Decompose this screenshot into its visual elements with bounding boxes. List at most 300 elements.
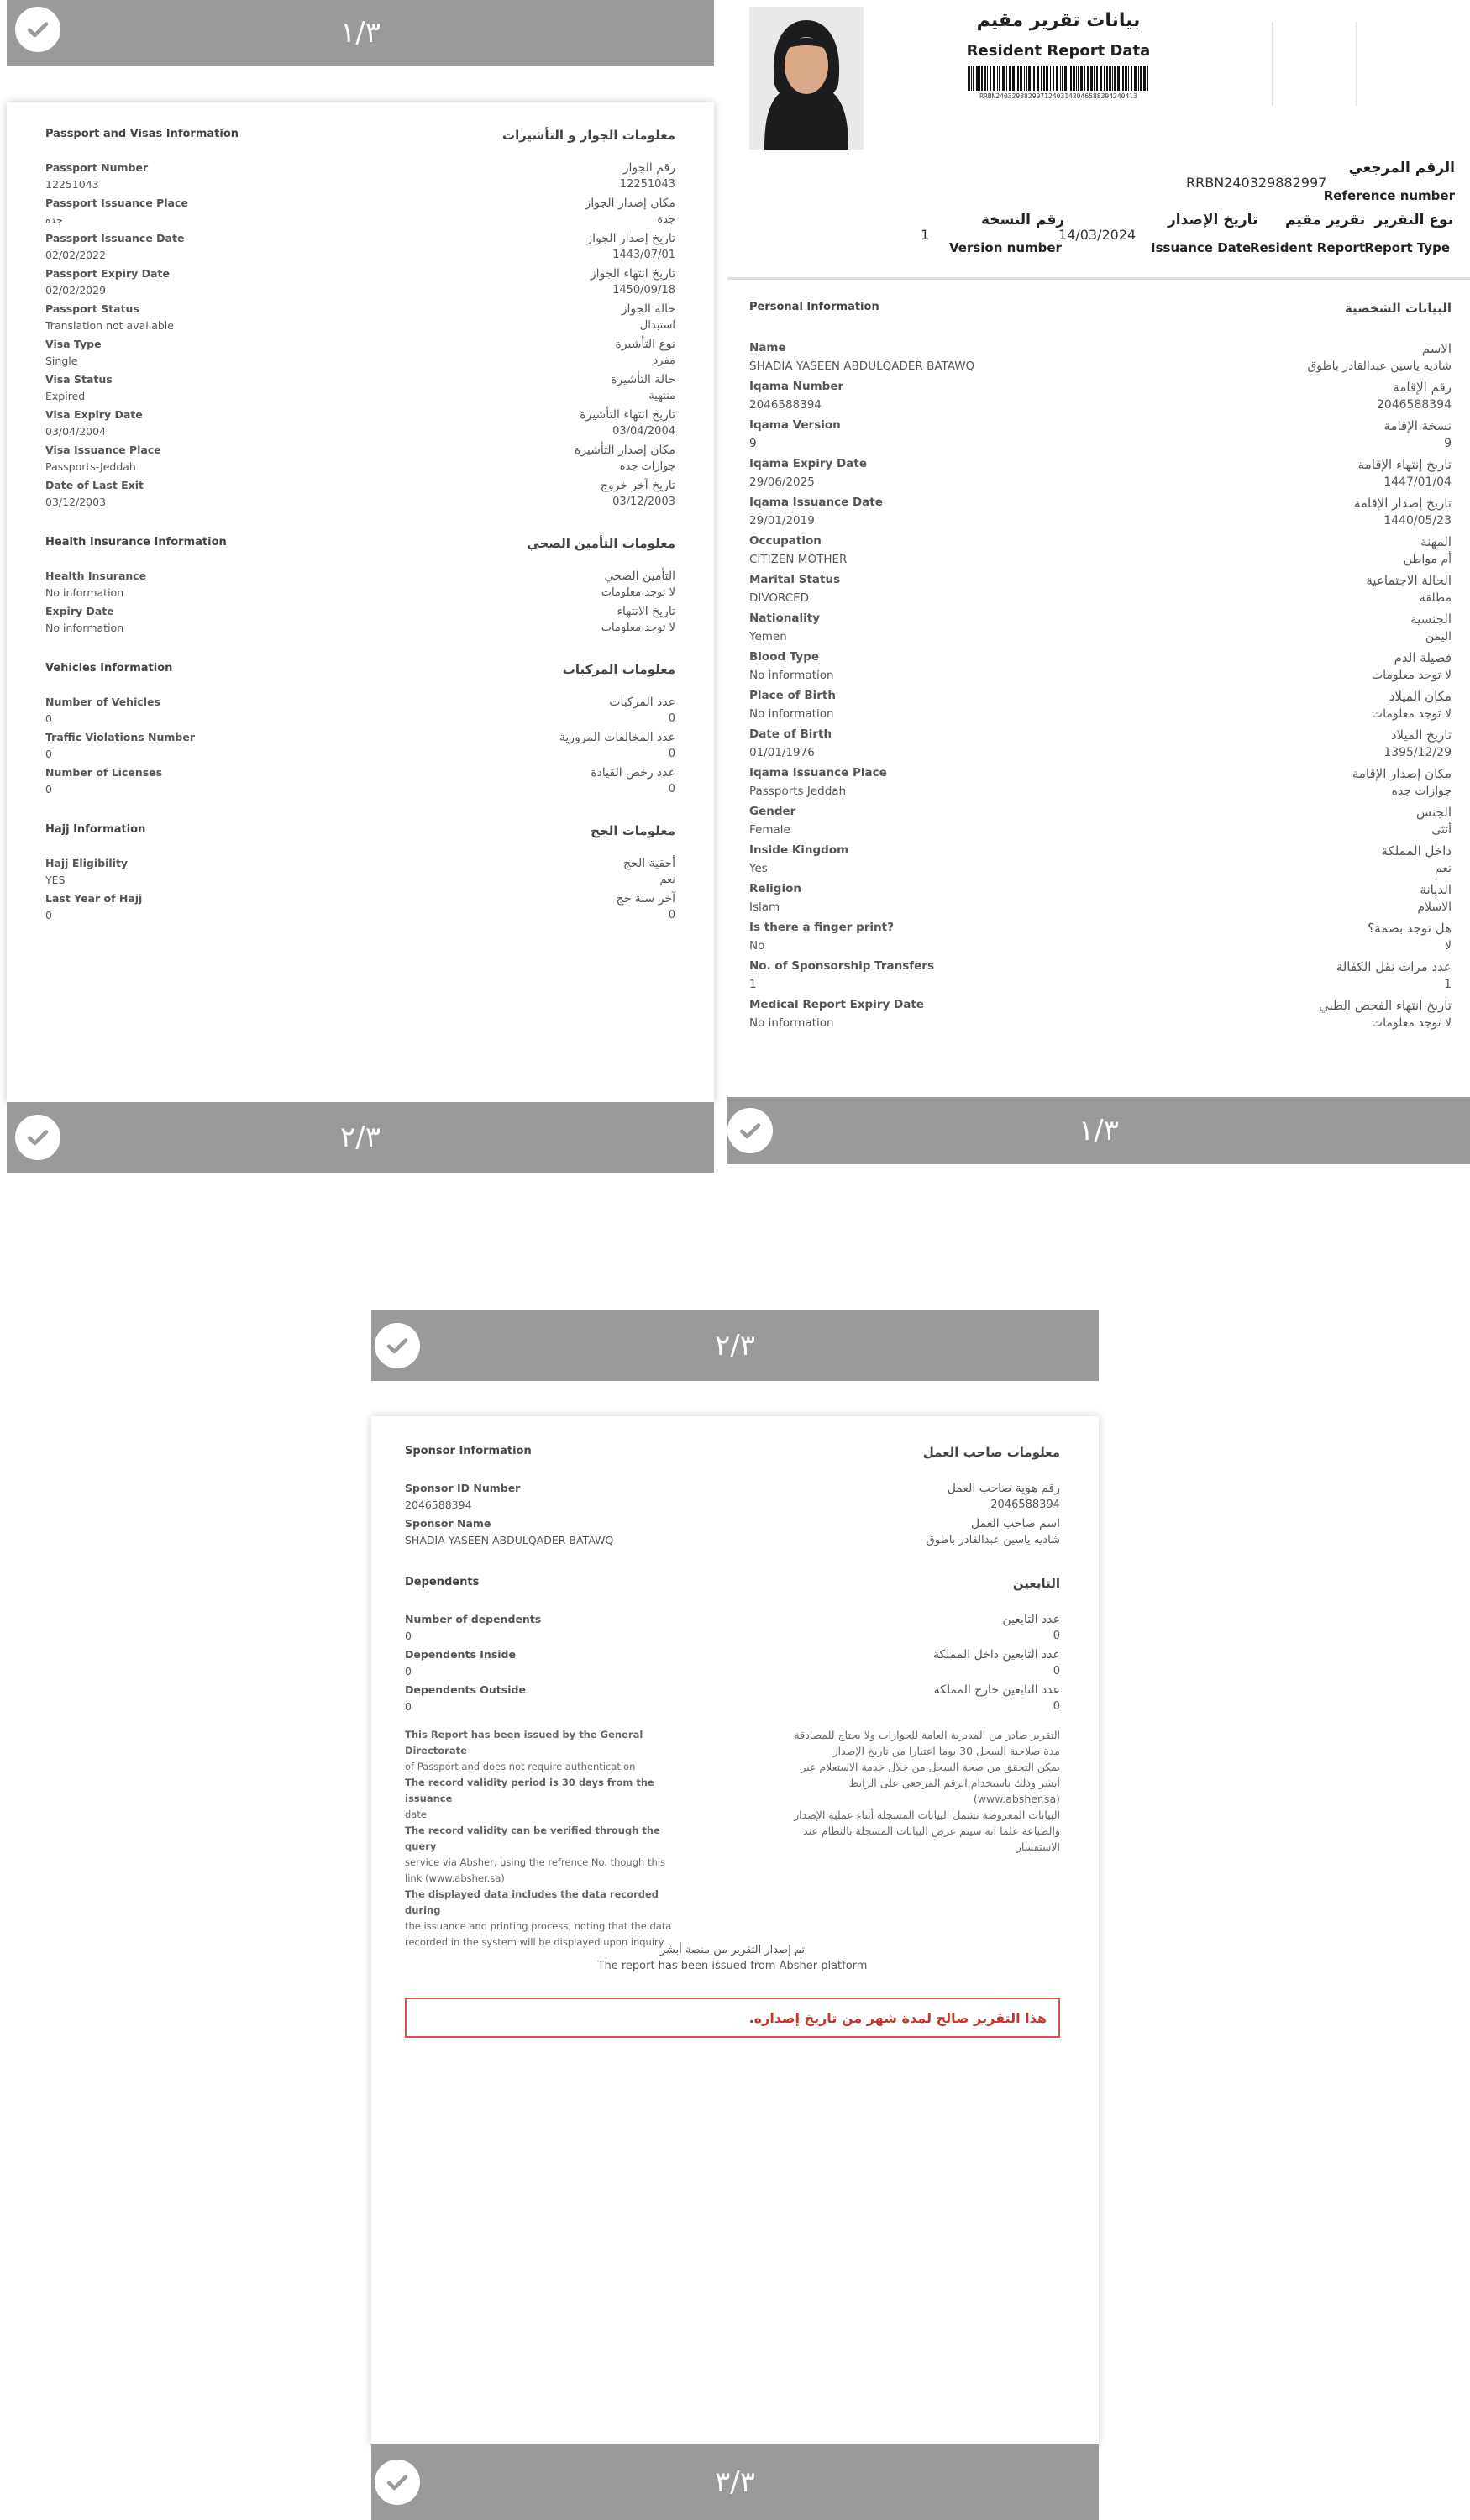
field-label-en: Passport Issuance Place [45,197,188,209]
field-row [749,727,1452,766]
barcode-bar [1109,66,1111,91]
field-label-en: Date of Birth [749,727,832,741]
field-value-ar: اليمن [1425,630,1452,643]
field-label-en: Inside Kingdom [749,843,849,857]
field-row [45,408,675,444]
barcode-bar [1096,66,1098,91]
barcode-bar [1143,66,1146,91]
field-value-en: CITIZEN MOTHER [749,553,848,566]
barcode-bar [1094,66,1095,91]
field-label-ar: عدد التابعين [1002,1613,1060,1626]
page-content [405,1445,1060,1719]
field-value-ar: 0 [1053,1700,1060,1713]
field-value-en: 29/01/2019 [749,514,815,528]
section-title-en: Hajj Information [45,823,146,836]
field-value-en: 0 [45,783,52,795]
field-row [749,457,1452,496]
barcode-bar [1117,66,1120,91]
field-value-ar: 12251043 [619,178,675,191]
section-title-en: Passport and Visas Information [45,128,239,140]
barcode-bar [1046,66,1048,91]
field-row [749,689,1452,727]
page-number: ١/٣ [340,16,381,50]
field-value-ar: 0 [1053,1665,1060,1677]
field-value-ar: لا توجد معلومات [1371,669,1452,682]
field-value-en: 2046588394 [405,1499,472,1511]
check-circle-icon [375,2460,420,2505]
field-row [749,921,1452,959]
field-value-ar: 1450/09/18 [612,284,675,297]
field-value-ar: 0 [668,783,675,795]
field-label-ar: آخر سنة حج [616,892,675,906]
resident-photo [749,7,864,150]
field-value-ar: لا توجد معلومات [601,586,675,599]
field-row [45,479,675,514]
field-value-ar: أنثى [1431,823,1452,837]
issuance-date-value: 14/03/2024 [1058,227,1137,243]
note-line-ar: مدة صلاحية السجل 30 يوما اعتبارا من تاريخ الإصدار [832,1745,1060,1757]
field-row [749,805,1452,843]
field-value-ar: لا توجد معلومات [1371,1016,1452,1030]
field-value-ar: 1443/07/01 [612,249,675,261]
section-header [405,1445,1060,1470]
field-label-en: Iqama Version [749,418,841,432]
barcode-bar [1131,66,1132,91]
field-label-ar: أحقية الحج [622,857,675,870]
field-label-ar: الحالة الاجتماعية [1366,573,1452,588]
field-label-ar: فصيلة الدم [1394,650,1452,665]
field-value-ar: 03/04/2004 [612,425,675,438]
field-row [45,570,675,605]
barcode-bar [976,66,979,91]
field-label-en: Visa Status [45,373,113,386]
field-row [45,605,675,640]
barcode-bar [1043,66,1045,91]
page-content [45,128,675,927]
barcode-bar [987,66,988,91]
field-row [749,843,1452,882]
field-row [405,1683,1060,1719]
field-label-ar: هل توجد بصمة؟ [1368,921,1452,936]
resident-report-ar: تقرير مقيم [1285,212,1366,228]
page-header-bar [371,1310,1099,1381]
page-header-bar [7,0,714,66]
issuance-date-label-ar: تاريخ الإصدار [1168,212,1258,228]
field-label-ar: رقم الإقامة [1393,380,1452,395]
barcode-bar [979,66,980,91]
section-title-ar: معلومات التأمين الصحي [527,536,675,551]
field-row [45,731,675,766]
field-row [749,341,1452,380]
barcode-bar [1084,66,1085,91]
field-row [45,892,675,927]
barcode-bar [1090,66,1093,91]
field-label-en: Passport Number [45,161,149,174]
field-label-en: Visa Type [45,338,102,350]
barcode-bar [1087,66,1089,91]
barcode-bar [1062,66,1063,91]
barcode-bar [1070,66,1072,91]
barcode-bar [1122,66,1124,91]
report-title-en: Resident Report Data [966,42,1151,60]
field-label-ar: تاريخ الانتهاء [617,605,675,618]
page-content [749,301,1452,1037]
field-label-ar: نوع التأشيرة [615,338,675,351]
field-label-ar: تاريخ آخر خروج [600,479,675,492]
page-number: ٣/٣ [715,2465,755,2499]
resident-report-en: Resident Report [1250,240,1366,255]
reference-value: RRBN240329882997 [1186,175,1327,191]
field-label-ar: رقم الجواز [622,161,675,175]
section-header [45,662,675,687]
page-footer-bar [7,1102,714,1173]
field-row [45,857,675,892]
check-circle-icon [15,7,60,52]
field-value-ar: مطلقة [1419,591,1452,605]
section-title-ar: معلومات المركبات [562,662,675,677]
field-value-en: Passports Jeddah [749,785,847,798]
field-value-ar: لا [1445,939,1452,953]
check-circle-icon [15,1115,60,1160]
note-line-ar: (www.absher.sa) [973,1793,1060,1805]
field-value-ar: شاديه ياسين عبدالقادر باطوق [1307,360,1452,373]
section-title-ar: معلومات الحج [591,823,675,838]
barcode-bar [1017,66,1019,91]
field-value-en: No information [45,586,124,599]
field-row [45,766,675,801]
field-row [405,1517,1060,1552]
field-label-en: Name [749,341,786,354]
field-label-ar: التأمين الصحي [604,570,675,583]
field-value-en: 1 [749,978,757,991]
field-label-en: Hajj Eligibility [45,857,129,869]
field-label-en: Medical Report Expiry Date [749,998,924,1011]
barcode-bar [1037,66,1039,91]
field-value-en: 02/02/2022 [45,249,107,261]
field-row [749,766,1452,805]
field-label-ar: المهنة [1420,534,1452,549]
barcode-bar [1056,66,1058,91]
field-label-ar: اسم صاحب العمل [971,1517,1060,1530]
barcode-bar [1138,66,1139,91]
note-line-ar: التقرير صادر من المديرية العامة للجوازات ولا يحتاج للمصادقة [794,1729,1060,1741]
page-number: ٢/٣ [340,1121,381,1154]
barcode-bar [1104,66,1105,91]
field-label-en: Visa Expiry Date [45,408,143,421]
field-label-en: Place of Birth [749,689,836,702]
field-value-ar: 0 [668,712,675,725]
field-label-en: Expiry Date [45,605,114,617]
field-row [749,998,1452,1037]
reference-label-ar: الرقم المرجعي [1348,160,1455,176]
field-label-ar: رقم هوية صاحب العمل [947,1482,1060,1495]
field-value-en: SHADIA YASEEN ABDULQADER BATAWQ [749,360,975,373]
check-circle-icon [375,1323,420,1368]
field-value-en: SHADIA YASEEN ABDULQADER BATAWQ [405,1534,614,1546]
note-line-ar: الاستفسار [1016,1840,1060,1853]
field-label-ar: عدد التابعين داخل المملكة [932,1648,1060,1662]
field-value-ar: أم مواطن [1403,553,1452,566]
field-value-en: 0 [45,712,52,725]
barcode-bar [1041,66,1042,91]
field-value-en: Islam [749,900,780,914]
field-value-en: Passports-Jeddah [45,460,136,473]
field-value-en: No information [749,669,834,682]
field-label-ar: مكان إصدار الجواز [585,197,675,210]
field-value-en: 0 [405,1665,412,1677]
barcode-bar [1050,66,1051,91]
barcode-bar [1147,66,1148,91]
field-label-en: Passport Status [45,302,139,315]
note-line-ar: البيانات المعروضة تشمل البيانات المسجلة أثناء عملية الإصدار [794,1809,1060,1821]
barcode-bar [1140,66,1142,91]
page-footer-bar [727,1097,1470,1164]
divider [1356,22,1357,106]
section-header [405,1576,1060,1601]
field-value-en: 03/04/2004 [45,425,107,438]
section-header [45,536,675,561]
field-label-en: No. of Sponsorship Transfers [749,959,934,973]
version-label-ar: رقم النسخة [981,212,1065,228]
barcode-bar [1033,66,1035,91]
field-value-en: Expired [45,390,86,402]
section-title-en: Dependents [405,1576,480,1588]
field-value-en: 03/12/2003 [45,496,107,508]
barcode-bar [1106,66,1108,91]
field-label-en: Iqama Expiry Date [749,457,867,470]
field-row [45,338,675,373]
field-value-en: 0 [405,1630,412,1642]
note-ar [766,1727,1060,1855]
barcode-bar [981,66,983,91]
field-label-en: Last Year of Hajj [45,892,143,905]
field-value-ar: 1447/01/04 [1383,475,1452,489]
report-title-ar: بيانات تقرير مقيم [976,10,1141,31]
field-row [45,696,675,731]
field-label-en: Number of dependents [405,1613,542,1625]
field-label-ar: عدد التابعين خارج المملكة [933,1683,1060,1697]
field-value-ar: الاسلام [1417,900,1452,914]
field-value-en: DIVORCED [749,591,810,605]
platform-note-en: The report has been issued from Absher platform [597,1960,868,1972]
field-label-en: Is there a finger print? [749,921,894,934]
field-label-ar: تاريخ انتهاء الجواز [590,267,675,281]
field-label-en: Sponsor ID Number [405,1482,521,1494]
section-header [749,301,1452,326]
field-value-en: Female [749,823,790,837]
field-label-ar: تاريخ انتهاء التأشيرة [580,408,675,422]
barcode-bar [1012,66,1015,91]
field-value-en: Single [45,354,78,367]
field-row [45,161,675,197]
barcode-text: RRBN240329882997124031420465883942404l3 [979,92,1137,100]
field-label-en: Visa Issuance Place [45,444,161,456]
field-label-ar: عدد رخص القيادة [591,766,675,780]
barcode-bar [1002,66,1005,91]
field-value-ar: 0 [668,909,675,921]
barcode-bar [1006,66,1007,91]
field-label-ar: داخل المملكة [1381,843,1452,858]
field-label-ar: مكان الميلاد [1389,689,1452,704]
field-label-en: Dependents Inside [405,1648,516,1661]
note-line-en: recorded in the system will be displayed upon inquiry [405,1936,664,1948]
barcode-bar [1112,66,1113,91]
field-row [749,380,1452,418]
section-header [45,823,675,848]
field-value-en: 01/01/1976 [749,746,815,759]
field-label-ar: حالة التأشيرة [611,373,675,386]
field-value-ar: نعم [659,874,675,886]
field-label-en: Number of Licenses [45,766,163,779]
note-line-en: service via Absher, using the refrence No. though this [405,1856,665,1868]
page-number: ١/٣ [1079,1114,1119,1147]
barcode-bar [990,66,991,91]
field-value-ar: 1440/05/23 [1383,514,1452,528]
field-label-en: Number of Vehicles [45,696,160,708]
report-type-label-en: Report Type [1364,240,1450,255]
field-label-en: Gender [749,805,796,818]
field-label-en: Occupation [749,534,822,548]
field-row [749,882,1452,921]
field-value-ar: استبدال [639,319,675,332]
section-title-ar: البيانات الشخصية [1344,301,1452,316]
note-line-en: of Passport and does not require authentication [405,1761,636,1772]
field-value-en: No information [45,622,124,634]
section-title-en: Sponsor Information [405,1445,532,1457]
field-value-en: No information [749,1016,834,1030]
field-label-ar: الجنسية [1410,612,1452,627]
field-value-ar: لا توجد معلومات [1371,707,1452,721]
field-value-en: 0 [405,1700,412,1713]
field-row [45,444,675,479]
page-footer-bar [371,2444,1099,2520]
field-value-ar: 2046588394 [1376,398,1452,412]
barcode-bar [1125,66,1127,91]
field-value-en: Yemen [749,630,787,643]
field-row [405,1648,1060,1683]
field-label-ar: حالة الجواز [621,302,675,316]
barcode-bar [1073,66,1075,91]
field-value-en: Translation not available [45,319,174,332]
validity-notice [405,1998,1060,2038]
barcode-bar [1060,66,1061,91]
field-value-ar: جدة [657,213,675,226]
field-label-en: Blood Type [749,650,820,664]
field-label-ar: تاريخ إصدار الجواز [586,232,675,245]
version-label-en: Version number [949,240,1062,255]
section-divider [727,277,1470,280]
field-label-en: Passport Issuance Date [45,232,185,244]
reference-label-en: Reference number [1323,188,1455,203]
field-row [45,302,675,338]
barcode-bar [1134,66,1137,91]
field-value-ar: شاديه ياسين عبدالقادر باطوق [926,1534,1060,1546]
field-label-en: Iqama Number [749,380,844,393]
section-header [45,128,675,153]
field-row [749,959,1452,998]
report-notes [405,1727,1060,1948]
platform-note-ar: تم إصدار التقرير من منصة أبشر [659,1944,806,1956]
barcode-bar [1078,66,1079,91]
field-label-ar: الجنس [1415,805,1452,820]
barcode-bar [1114,66,1116,91]
personal-info-section [749,301,1452,1037]
barcode-bar [984,66,986,91]
barcode-bar [1076,66,1077,91]
note-line-ar: أبشر وذلك باستخدام الرقم المرجعي على الرابط [848,1777,1060,1789]
section-title-en: Vehicles Information [45,662,173,675]
field-value-en: 12251043 [45,178,99,191]
barcode-bar [999,66,1000,91]
field-label-ar: عدد مرات نقل الكفالة [1336,959,1452,974]
field-value-en: 02/02/2029 [45,284,107,297]
field-row [749,418,1452,457]
note-line-en: the issuance and printing process, noting that the data [405,1920,672,1932]
field-value-ar: جوازات جده [1391,785,1452,798]
field-row [45,197,675,232]
field-label-ar: الديانة [1420,882,1452,897]
report-type-label-ar: نوع التقرير [1374,212,1453,228]
field-label-en: Passport Expiry Date [45,267,170,280]
barcode-bar [1053,66,1054,91]
barcode-bar [968,66,970,91]
barcode-bar [973,66,974,91]
field-value-ar: منتهية [648,390,675,402]
field-value-ar: جوازات جده [619,460,675,473]
field-row [405,1613,1060,1648]
note-line-en: The record validity can be verified through the query [405,1824,660,1852]
page-number: ٢/٣ [715,1329,755,1362]
field-label-ar: نسخة الإقامة [1383,418,1452,433]
barcode-bar [1026,66,1027,91]
barcode-bar [1100,66,1102,91]
note-line-en: link (www.absher.sa) [405,1872,505,1884]
field-value-ar: 0 [668,748,675,760]
field-row [45,232,675,267]
field-value-ar: 9 [1444,437,1452,450]
barcode-bar [1128,66,1129,91]
sections-wrapper [45,128,675,927]
section-title-ar: التابعين [1012,1576,1060,1591]
note-line-en: The displayed data includes the data recorded during [405,1888,659,1916]
field-row [405,1482,1060,1517]
field-label-ar: مكان إصدار الإقامة [1352,766,1452,781]
field-label-en: Iqama Issuance Place [749,766,887,780]
note-line-ar: يمكن التحقق من صحة السجل من خلال خدمة الاستعلام عبر [801,1761,1060,1773]
field-label-en: Iqama Issuance Date [749,496,883,509]
field-value-ar: 2046588394 [990,1499,1060,1511]
field-row [749,534,1452,573]
field-value-en: Yes [749,862,768,875]
field-value-en: YES [45,874,66,886]
barcode-bar [971,66,972,91]
barcode-bar [1020,66,1022,91]
field-label-ar: تاريخ إنتهاء الإقامة [1357,457,1452,472]
field-label-ar: عدد المخالفات المرورية [559,731,675,744]
barcode-bar [1028,66,1031,91]
field-label-ar: مكان إصدار التأشيرة [574,444,675,457]
validity-notice-text: هذا التقرير صالح لمدة شهر من تاريخ إصداره. [748,2009,1047,2026]
barcode-bar [1024,66,1025,91]
barcode-bar [993,66,995,91]
field-row [749,573,1452,612]
field-value-ar: 0 [1053,1630,1060,1642]
section-title-en: Personal Information [749,301,879,313]
barcode [966,66,1151,91]
field-row [749,612,1452,650]
note-line-ar: والطباعة علما انه سيتم عرض البيانات المسجلة بالنظام عند [803,1824,1060,1837]
note-line-en: This Report has been issued by the General Directorate [405,1729,643,1756]
